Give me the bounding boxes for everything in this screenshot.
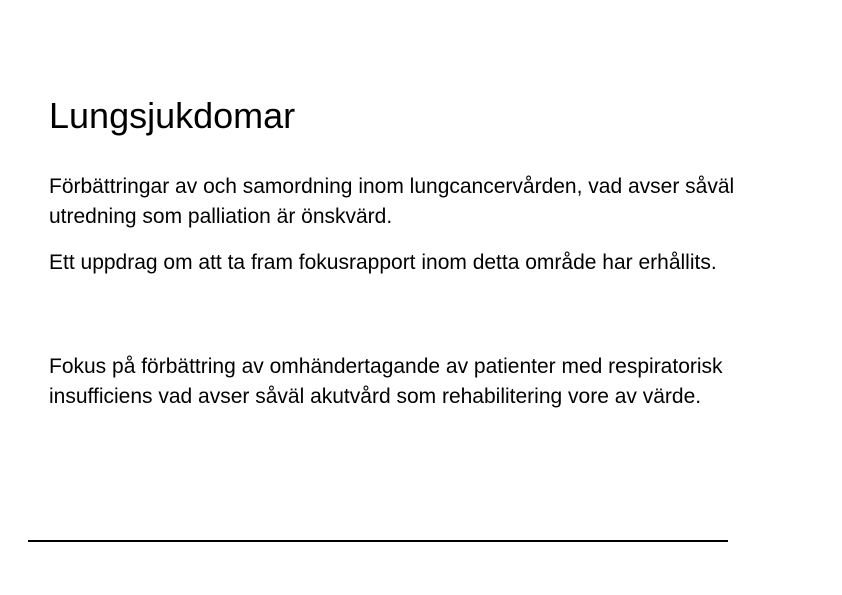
paragraph-respiratory-insufficiency: Fokus på förbättring av omhändertagande av patienter med respiratorisk insufficiens vad avser såväl akutvård som rehabilitering vore av värde. bbox=[49, 355, 723, 408]
footer-divider bbox=[28, 540, 728, 542]
paragraph-lung-cancer-care: Förbättringar av och samordning inom lungcancervården, vad avser såväl utredning som palliation är önskvärd. bbox=[49, 175, 735, 228]
slide-title: Lungsjukdomar bbox=[49, 95, 296, 136]
paragraph-focus-report-assignment: Ett uppdrag om att ta fram fokusrapport inom detta område har erhållits. bbox=[49, 251, 717, 274]
